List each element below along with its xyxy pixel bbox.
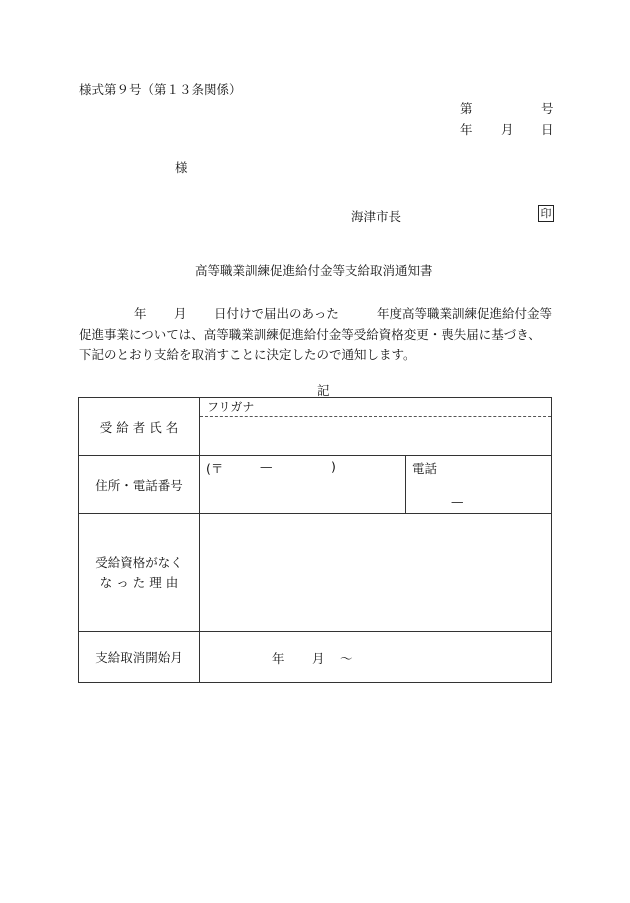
date-year-label: 年 <box>460 122 473 137</box>
phone-field[interactable] <box>405 456 551 513</box>
address-field[interactable] <box>200 456 405 513</box>
cancel-start-field[interactable] <box>200 632 552 683</box>
details-table <box>78 397 552 683</box>
furigana-label: フリガナ <box>200 398 551 417</box>
body-month: 月 <box>174 306 187 321</box>
reason-label <box>79 514 200 632</box>
body-line-2: 促進事業については、高等職業訓練促進給付金等受給資格変更・喪失届に基づき、 <box>79 327 541 342</box>
body-mid: 日付けで届出のあった <box>214 306 339 321</box>
address-phone-label: 住所・電話番号 <box>79 456 200 514</box>
date-month-label: 月 <box>501 122 514 137</box>
date-day-label: 日 <box>541 122 554 137</box>
recipient-honorific: 様 <box>175 160 188 175</box>
cancel-start-label: 支給取消開始月 <box>79 632 200 683</box>
issuer-name: 海津市長 <box>351 209 402 224</box>
recipient-name-field[interactable] <box>200 398 552 456</box>
reason-field[interactable] <box>200 514 552 632</box>
phone-label: 電話 <box>412 461 438 476</box>
reason-label-line-1: 受給資格がなく <box>95 554 183 570</box>
postal-dash: — <box>260 459 273 474</box>
recipient-name-label: 受 給 者 氏 名 <box>79 398 200 456</box>
cancel-month: 月 <box>312 651 325 666</box>
postal-close: ) <box>331 459 336 474</box>
form-number: 様式第９号（第１３条関係） <box>79 82 242 97</box>
cancel-tilde: ～ <box>340 651 353 666</box>
address-phone-field[interactable] <box>200 456 552 514</box>
postal-open: (〒 <box>206 461 224 476</box>
doc-number-label: 第 <box>460 101 473 116</box>
seal-mark: 印 <box>538 205 554 222</box>
cancel-year: 年 <box>272 651 285 666</box>
ki-heading: 記 <box>317 383 330 398</box>
doc-number-suffix: 号 <box>541 101 554 116</box>
body-line-3: 下記のとおり支給を取消すことに決定したので通知します。 <box>79 347 416 362</box>
phone-dash: — <box>451 494 464 509</box>
body-end: 年度高等職業訓練促進給付金等 <box>377 306 553 321</box>
document-title: 高等職業訓練促進給付金等支給取消通知書 <box>195 263 433 278</box>
reason-label-line-2: な っ た 理 由 <box>99 574 179 590</box>
body-year: 年 <box>134 306 147 321</box>
